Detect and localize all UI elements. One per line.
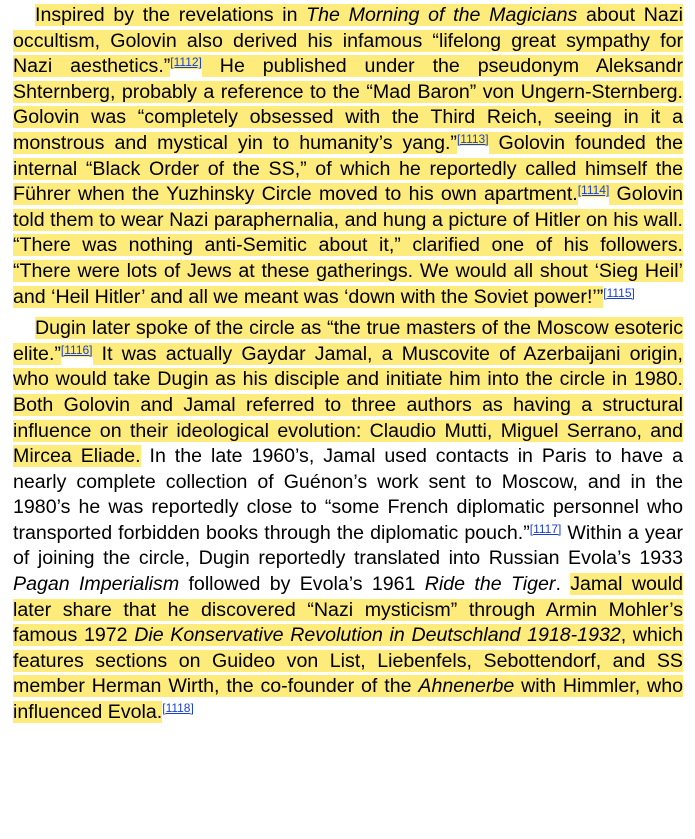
- footnote-link[interactable]: [1116]: [60, 342, 93, 357]
- highlighted-text: Jamal would later share that he discovered “Nazi mysticism” through Armin Mohler’s famous 1972: [13, 573, 684, 647]
- highlighted-text: It was actually Gaydar Jamal, a Muscovite of Azerbaijani origin, who would take Dugin as his disciple and initiate him into the circle in 1980. Both Golovin and Jamal referred to three authors as having a structural influence on their ideological evolution: Claudio Mutti, Miguel Serrano, and Mircea Eliade.: [13, 342, 683, 468]
- highlighted-text: , which features sections on Guideo von List, Liebenfels, Sebottendorf, and SS member Herman Wirth, the co-founder of the: [13, 624, 684, 698]
- highlighted-text: about Nazi occultism, Golovin also derived his infamous “lifelong great sympathy for Nazi aesthetics.”: [13, 4, 683, 78]
- footnote-link[interactable]: [1112]: [170, 55, 202, 70]
- italic-title: Die Konservative Revolution in Deutschland 1918-1932: [134, 624, 621, 647]
- footnote-link[interactable]: [1114]: [577, 183, 610, 198]
- highlighted-text: Golovin told them to wear Nazi paraphernalia, and hung a picture of Hitler on his wall. “There was nothing anti-Semitic about it,” clarified one of his followers. “There were lots of Jews at these gatherings. We would all shout ‘Sieg Heil’ and ‘Heil Hitler’ and all we meant was ‘down with the Soviet power!’”: [13, 183, 683, 308]
- footnote-link[interactable]: [1117]: [529, 521, 562, 536]
- footnote-ref: [170, 55, 202, 69]
- paragraph-dugin: [13, 316, 683, 726]
- body-text: In the late 1960’s, Jamal used contacts in Paris to have a nearly complete collection of Guénon’s work sent to Moscow, and in the 1980’s he was reportedly close to “some French diplomatic personnel who transported forbidden books through the diplomatic pouch.”: [13, 445, 683, 544]
- footnote-ref: [578, 183, 610, 197]
- highlighted-text: Golovin founded the internal “Black Order of the SS,” of which he reportedly called himself the Führer when the Yuzhinsky Circle moved to his own apartment.: [13, 131, 683, 206]
- footnote-ref: [162, 701, 194, 715]
- italic-title: The Morning of the Magicians: [306, 4, 578, 26]
- footnote-ref: [530, 522, 562, 536]
- footnote-ref: [61, 343, 93, 357]
- footnote-link[interactable]: [1118]: [162, 701, 194, 716]
- footnote-ref: [603, 286, 635, 300]
- footnote-link[interactable]: [1113]: [456, 131, 489, 146]
- highlighted-text: with Himmler, who influenced Evola.: [13, 675, 683, 724]
- highlighted-text: Inspired by the revelations in: [35, 4, 307, 26]
- paragraph-golovin: [13, 3, 683, 310]
- highlighted-text: He published under the pseudonym Aleksandr Shternberg, probably a reference to the “Mad Baron” von Ungern-Sternberg. Golovin was “completely obsessed with the Third Reich, seeing in it a monstrous and mystical yin to humanity’s yang.”: [13, 55, 683, 154]
- italic-title: Ride the Tiger: [424, 573, 556, 596]
- italic-title: Ahnenerbe: [418, 675, 515, 698]
- highlighted-text: Dugin later spoke of the circle as “the true masters of the Moscow esoteric elite.”: [13, 317, 683, 365]
- footnote-link[interactable]: [1115]: [603, 285, 635, 300]
- body-text: followed by Evola’s 1961: [179, 573, 425, 596]
- italic-title: Pagan Imperialism: [13, 573, 180, 596]
- footnote-ref: [457, 132, 489, 146]
- body-text: Within a year of joining the circle, Dugin reportedly translated into Russian Evola’s 1933: [13, 521, 683, 570]
- body-text: .: [555, 573, 571, 596]
